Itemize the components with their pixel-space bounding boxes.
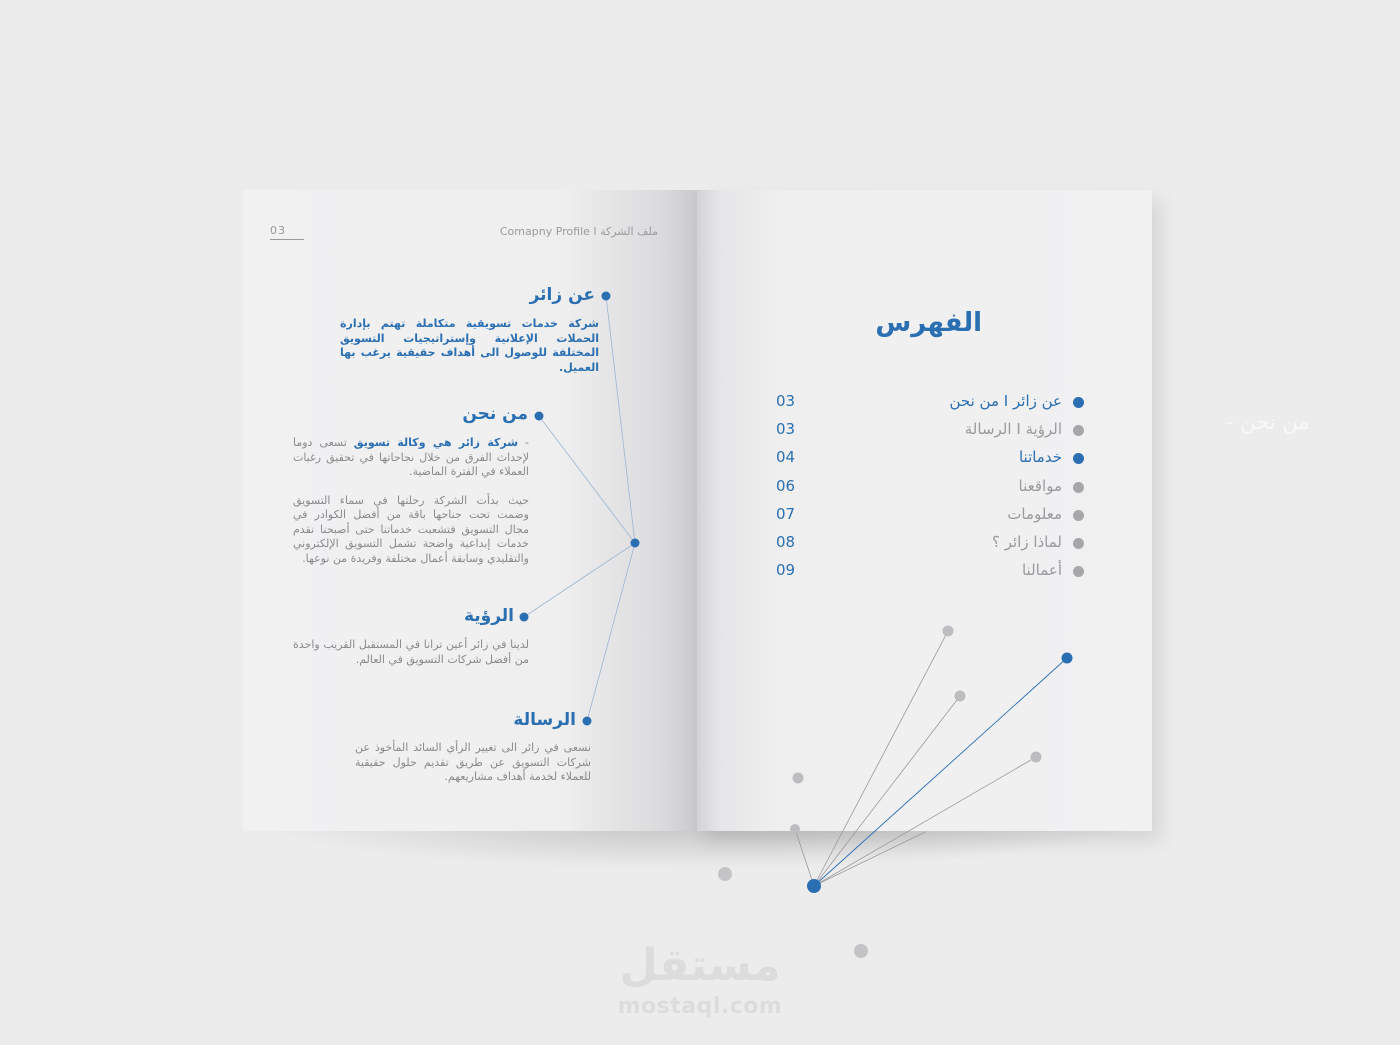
toc-page-number: 03: [776, 392, 796, 410]
watermark-arabic: مستقل: [619, 940, 781, 991]
toc-label: مواقعنا: [1018, 477, 1062, 495]
fan-line-blue: [814, 658, 1067, 886]
floating-dot: [854, 944, 868, 958]
toc-label: لماذا زائر ؟: [991, 533, 1062, 551]
who-we-are-body: [293, 436, 529, 580]
toc-page-number: 07: [776, 505, 796, 523]
about-title: عن زائر: [529, 285, 595, 305]
toc-item[interactable]: [760, 561, 1090, 583]
mission-body: نسعى في زائر الى تغيير الرأي السائد المأخوذ عن شركات التسويق عن طريق تقديم حلول حقيقية للعملاء لخدمة أهداف مشاريعهم.: [355, 741, 591, 783]
ghost-text: من نحن -: [1226, 410, 1310, 434]
fan-dot: [790, 824, 800, 834]
who-we-are-paragraph-1: [293, 436, 529, 480]
fan-dot: [793, 773, 804, 784]
mission-dot: [583, 717, 592, 726]
toc-bullet-icon: [1073, 453, 1084, 464]
who-we-are-paragraph-2: حيث بدأت الشركة رحلتها في سماء التسويق وضمت تحت جناحها باقة من أفضل الكوادر في مجال التسويق فتشعبت خدماتنا حتى أصبحنا نقدم خدمات إبداعية واضحة تشمل التسويق الإلكتروني والتقليدي وسابقة أعمال مختلفة وفريدة من نوعها.: [293, 493, 529, 565]
who-we-are-highlight: شركة زائر هي وكالة تسويق: [353, 436, 519, 449]
toc-bullet-icon: [1073, 482, 1084, 493]
fan-origin-dot: [807, 879, 821, 893]
toc-bullet-icon: [1073, 510, 1084, 521]
mission-title: الرسالة: [513, 710, 576, 730]
toc-bullet-icon: [1073, 425, 1084, 436]
fan-dot: [1031, 752, 1042, 763]
about-body: شركة خدمات تسويقية متكاملة تهتم بإدارة الحملات الإعلانية وإستراتيجيات التسويق المختلفة للوصول الى أهداف حقيقية يرغب بها العميل.: [340, 317, 599, 374]
vision-dot: [520, 613, 529, 622]
fan-lines: [795, 631, 1036, 886]
running-header: Comapny Profile I ملف الشركة: [499, 225, 658, 238]
who-we-are-title: من نحن: [462, 404, 528, 424]
vision-body: لدينا في زائر أعين ترانا في المستقبل القريب واحدة من أفضل شركات التسويق في العالم.: [293, 638, 529, 666]
toc-page-number: 06: [776, 477, 796, 495]
floating-dot: [718, 867, 732, 881]
toc-page-number: 04: [776, 448, 796, 466]
toc-item[interactable]: [760, 392, 1090, 414]
toc-item[interactable]: [760, 505, 1090, 527]
fan-dot-blue: [1062, 653, 1073, 664]
toc-item[interactable]: [760, 420, 1090, 442]
toc-bullet-icon: [1073, 538, 1084, 549]
about-dot: [602, 292, 611, 301]
toc-title: الفهرس: [875, 308, 982, 338]
toc-label: معلومات: [1007, 505, 1062, 523]
toc-label: عن زائر I من نحن: [949, 392, 1062, 410]
toc-page-number: 08: [776, 533, 796, 551]
toc-label: خدماتنا: [1018, 448, 1062, 466]
fan-dot: [955, 691, 966, 702]
vision-title: الرؤية: [463, 606, 514, 626]
toc-page-number: 03: [776, 420, 796, 438]
bullet-dash: -: [518, 436, 530, 449]
toc-item[interactable]: [760, 477, 1090, 499]
hub-dot: [631, 539, 640, 548]
who-we-are-dot: [535, 412, 544, 421]
watermark-latin: mostaql.com: [617, 994, 783, 1019]
toc-item[interactable]: [760, 533, 1090, 555]
who-we-are-text: تسعى دوما لإحداث الفرق من خلال نجاحاتها في تحقيق رغبات العملاء في الفترة الماضية.: [293, 436, 529, 478]
fan-dot: [943, 626, 954, 637]
toc-label: الرؤية I الرسالة: [964, 420, 1062, 438]
toc-bullet-icon: [1073, 397, 1084, 408]
toc-page-number: 09: [776, 561, 796, 579]
page-number: 03: [270, 224, 304, 240]
toc-item[interactable]: [760, 448, 1090, 470]
toc-label: أعمالنا: [1021, 561, 1062, 579]
toc-bullet-icon: [1073, 566, 1084, 577]
